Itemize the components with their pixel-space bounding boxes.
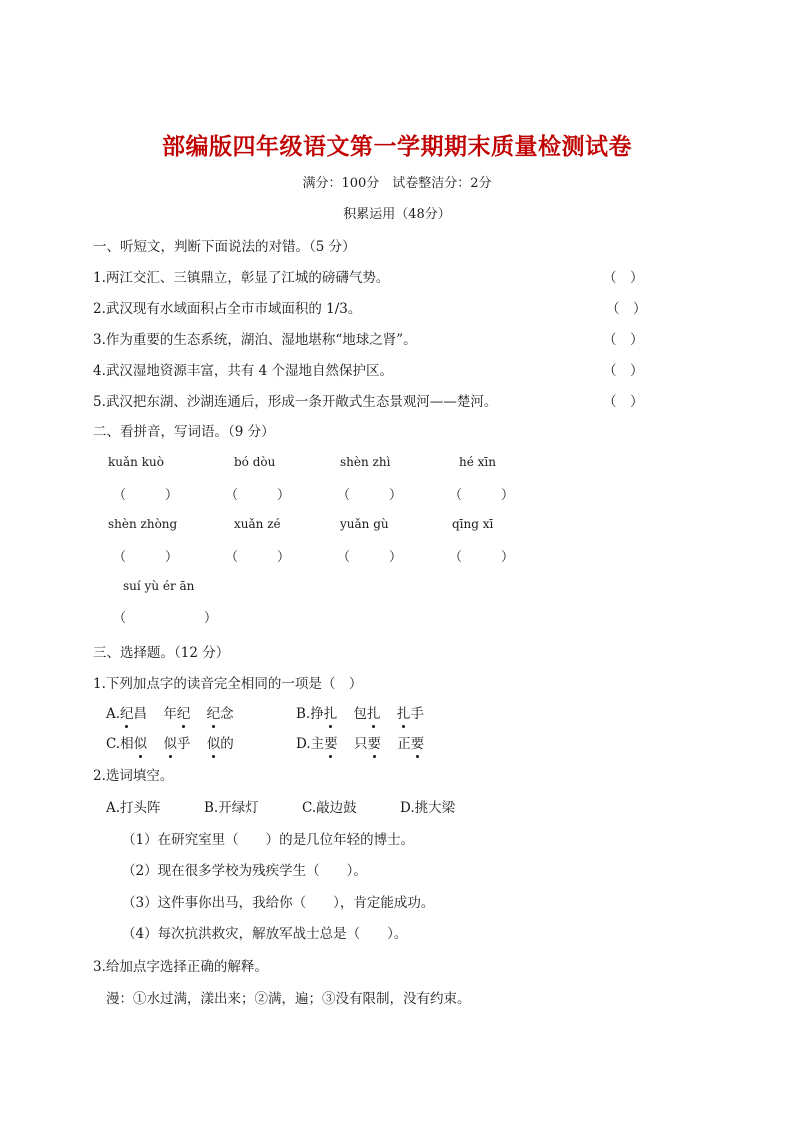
q1-item-2: 2.武汉现有水域面积占全市市域面积的 1/3。 <box>93 301 362 317</box>
option-c-word-3: 似的 <box>207 736 234 752</box>
pinyin-answer-blank-8[interactable]: （ ） <box>449 550 515 565</box>
pinyin-5: shèn zhòng <box>108 517 178 531</box>
score-line: 满分：100分 试卷整洁分：2分 <box>302 176 492 191</box>
pinyin-answer-blank-7[interactable]: （ ） <box>337 550 403 565</box>
option-b-word-1: 挣扎 <box>310 706 337 722</box>
pinyin-8: qīng xī <box>452 517 494 531</box>
fill-sentence-3[interactable]: （3）这件事你出马，我给你（ ），肯定能成功。 <box>122 895 435 911</box>
pinyin-answer-blank-2[interactable]: （ ） <box>225 488 291 503</box>
option-c-word-1: 相似 <box>120 736 147 752</box>
option-d-word-1: 主要 <box>311 736 338 752</box>
option-d-label: D. <box>296 736 311 752</box>
pinyin-answer-blank-9[interactable]: （ ） <box>113 611 218 626</box>
option-b[interactable] <box>296 702 424 722</box>
pinyin-6: xuǎn zé <box>234 517 281 531</box>
q3-heading: 三、选择题。（12 分） <box>93 645 230 661</box>
q2-heading: 二、看拼音，写词语。（9 分） <box>93 424 275 440</box>
q1-item-5: 5.武汉把东湖、沙湖连通后，形成一条开敞式生态景观河——楚河。 <box>93 394 498 410</box>
pinyin-answer-blank-6[interactable]: （ ） <box>225 550 291 565</box>
option-d-word-3: 正要 <box>397 736 424 752</box>
q1-answer-blank-1[interactable]: （ ） <box>603 270 644 286</box>
q3-sub1-question: 1.下列加点字的读音完全相同的一项是（ ） <box>93 676 363 692</box>
q1-item-1: 1.两江交汇、三镇鼎立，彰显了江城的磅礴气势。 <box>93 270 390 286</box>
choice-b: B.开绿灯 <box>204 800 259 816</box>
option-a-word-3: 纪念 <box>207 706 234 722</box>
option-d[interactable] <box>296 732 424 752</box>
q1-answer-blank-2[interactable]: （ ） <box>606 301 647 317</box>
choice-a: A.打头阵 <box>106 800 161 816</box>
q3-sub2-question: 2.选词填空。 <box>93 768 174 784</box>
pinyin-answer-blank-5[interactable]: （ ） <box>113 550 179 565</box>
fill-sentence-4[interactable]: （4）每次抗洪救灾，解放军战士总是（ ）。 <box>122 926 408 942</box>
fill-sentence-1[interactable]: （1）在研究室里（ ）的是几位年轻的博士。 <box>122 832 415 848</box>
option-a-word-1: 纪昌 <box>120 706 147 722</box>
pinyin-4: hé xīn <box>459 455 496 469</box>
pinyin-7: yuǎn gù <box>340 517 389 531</box>
pinyin-2: bó dòu <box>234 455 276 469</box>
pinyin-9: suí yù ér ān <box>123 579 195 593</box>
q3-sub3-question: 3.给加点字选择正确的解释。 <box>93 959 268 975</box>
choice-d: D.挑大梁 <box>400 800 456 816</box>
pinyin-answer-blank-3[interactable]: （ ） <box>337 488 403 503</box>
choice-c: C.敲边鼓 <box>302 800 357 816</box>
option-b-word-2: 包扎 <box>354 706 381 722</box>
pinyin-1: kuǎn kuò <box>108 455 164 469</box>
option-c[interactable] <box>106 732 234 752</box>
definition-line: 漫：①水过满，漾出来；②满，遍；③没有限制，没有约束。 <box>106 991 471 1007</box>
page-title: 部编版四年级语文第一学期期末质量检测试卷 <box>162 134 632 160</box>
fill-sentence-2[interactable]: （2）现在很多学校为残疾学生（ ）。 <box>122 863 367 879</box>
pinyin-answer-blank-1[interactable]: （ ） <box>113 488 179 503</box>
option-b-word-3: 扎手 <box>397 706 424 722</box>
option-b-label: B. <box>296 706 311 722</box>
option-a-word-2: 年纪 <box>163 706 190 722</box>
section-heading: 积累运用（48分） <box>343 207 451 222</box>
q1-item-3: 3.作为重要的生态系统，湖泊、湿地堪称“地球之肾”。 <box>93 332 417 348</box>
pinyin-3: shèn zhì <box>340 455 391 469</box>
q1-answer-blank-4[interactable]: （ ） <box>603 363 644 379</box>
option-d-word-2: 只要 <box>354 736 381 752</box>
option-a-label: A. <box>106 706 121 722</box>
option-c-word-2: 似乎 <box>163 736 190 752</box>
q1-item-4: 4.武汉湿地资源丰富，共有 4 个湿地自然保护区。 <box>93 363 394 379</box>
q1-answer-blank-3[interactable]: （ ） <box>603 332 644 348</box>
q1-answer-blank-5[interactable]: （ ） <box>603 394 644 410</box>
option-a[interactable] <box>106 702 234 722</box>
option-c-label: C. <box>106 736 121 752</box>
pinyin-answer-blank-4[interactable]: （ ） <box>449 488 515 503</box>
q1-heading: 一、听短文，判断下面说法的对错。（5 分） <box>93 239 356 255</box>
